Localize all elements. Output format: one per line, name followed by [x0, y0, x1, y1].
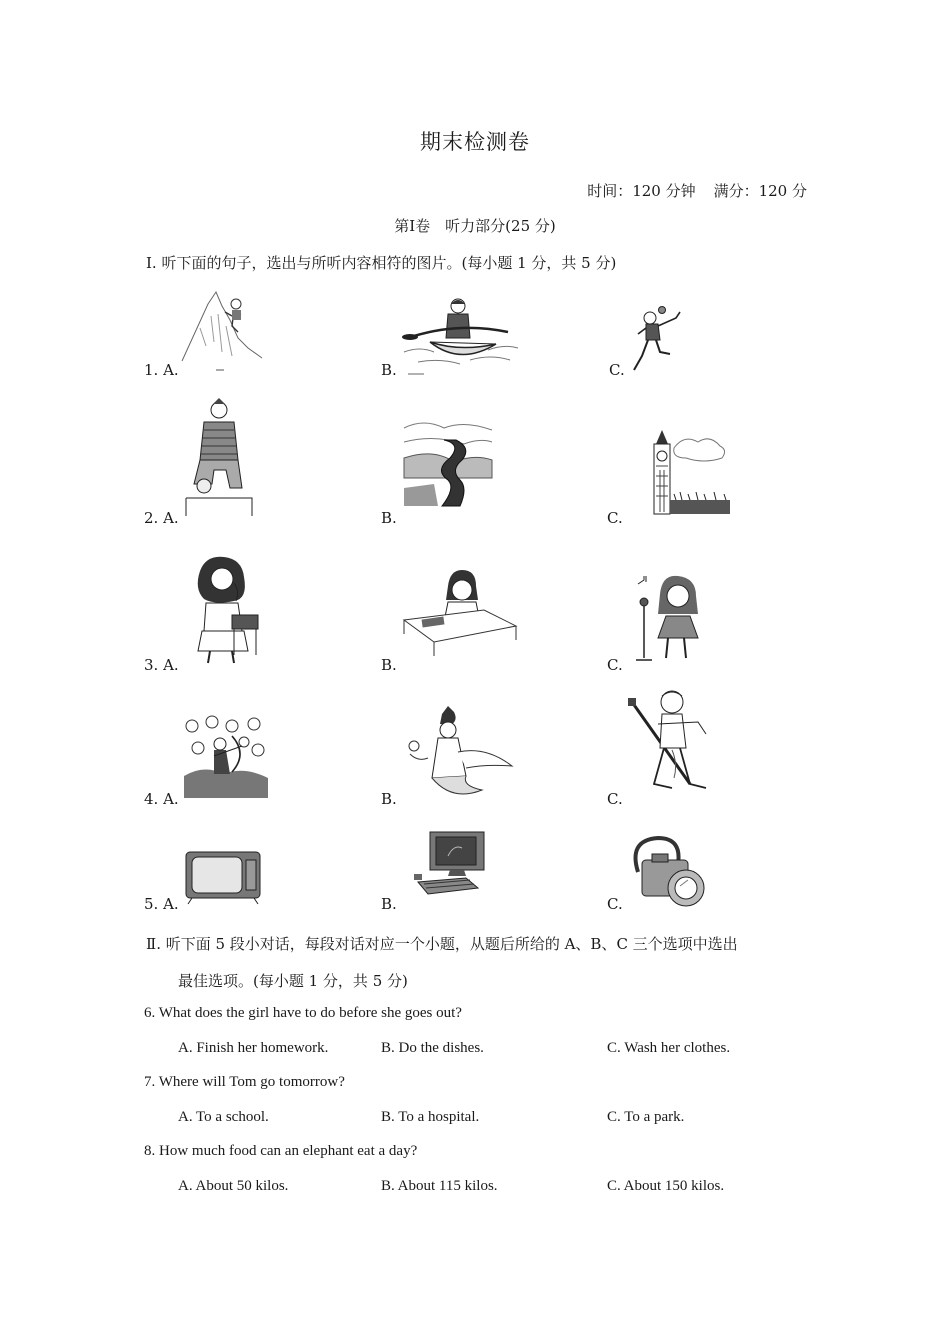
girl-writing-at-desk-picture — [404, 570, 516, 656]
full-score: 满分：120 分 — [713, 182, 807, 200]
woman-on-phone-picture — [188, 555, 264, 667]
girl-singing-picture — [634, 574, 706, 664]
section2-heading: Ⅱ. 听下面 5 段小对话，每段对话对应一个小题，从题后所给的 A、B、C 三个选项中选出 — [146, 935, 738, 953]
question-8: 8. How much food can an elephant eat a day? — [144, 1143, 418, 1159]
q2-b-label: B. — [381, 509, 397, 527]
q1-b-label: B. — [381, 361, 397, 379]
flying-fairy-change-picture — [402, 706, 514, 800]
question-6: 6. What does the girl have to do before she goes out? — [144, 1005, 462, 1021]
q5-c-label: C. — [607, 895, 623, 913]
q7-option-c: C. To a park. — [607, 1109, 685, 1125]
q6-option-b: B. Do the dishes. — [381, 1040, 484, 1056]
q5-b-label: B. — [381, 895, 397, 913]
section1-heading: Ⅰ. 听下面的句子，选出与所听内容相符的图片。(每小题 1 分，共 5 分) — [146, 254, 617, 272]
mountain-climber-picture — [178, 286, 268, 378]
q7-option-a: A. To a school. — [178, 1109, 269, 1125]
q7-option-b: B. To a hospital. — [381, 1109, 480, 1125]
q8-option-a: A. About 50 kilos. — [178, 1178, 289, 1194]
section2-heading-cont: 最佳选项。(每小题 1 分，共 5 分) — [178, 972, 408, 990]
q3-a-label: 3. A. — [144, 656, 179, 674]
archer-houyi-picture — [184, 716, 268, 798]
part-heading: 第Ⅰ卷 听力部分(25 分) — [394, 217, 556, 235]
monkey-king-picture — [628, 688, 712, 800]
question-7: 7. Where will Tom go tomorrow? — [144, 1074, 345, 1090]
q2-c-label: C. — [607, 509, 623, 527]
q4-b-label: B. — [381, 790, 397, 808]
television-picture — [184, 848, 262, 904]
q1-c-label: C. — [609, 361, 625, 379]
q2-a-label: 2. A. — [144, 509, 179, 527]
great-wall-picture — [404, 418, 492, 508]
boy-playing-soccer-picture — [628, 306, 688, 376]
page-title: 期末检测卷 — [420, 130, 530, 154]
computer-picture — [414, 830, 490, 896]
q8-option-c: C. About 150 kilos. — [607, 1178, 725, 1194]
q3-b-label: B. — [381, 656, 397, 674]
q4-c-label: C. — [607, 790, 623, 808]
camera-picture — [628, 836, 710, 910]
q8-option-b: B. About 115 kilos. — [381, 1178, 498, 1194]
q4-a-label: 4. A. — [144, 790, 179, 808]
exam-meta — [587, 180, 807, 201]
big-ben-picture — [634, 430, 730, 514]
q3-c-label: C. — [607, 656, 623, 674]
man-rowing-boat-picture — [400, 292, 522, 378]
time-limit: 时间：120 分钟 — [587, 182, 696, 200]
q6-option-c: C. Wash her clothes. — [607, 1040, 731, 1056]
q6-option-a: A. Finish her homework. — [178, 1040, 329, 1056]
q1-a-label: 1. A. — [144, 361, 179, 379]
terracotta-warrior-picture — [184, 398, 254, 518]
q5-a-label: 5. A. — [144, 895, 179, 913]
